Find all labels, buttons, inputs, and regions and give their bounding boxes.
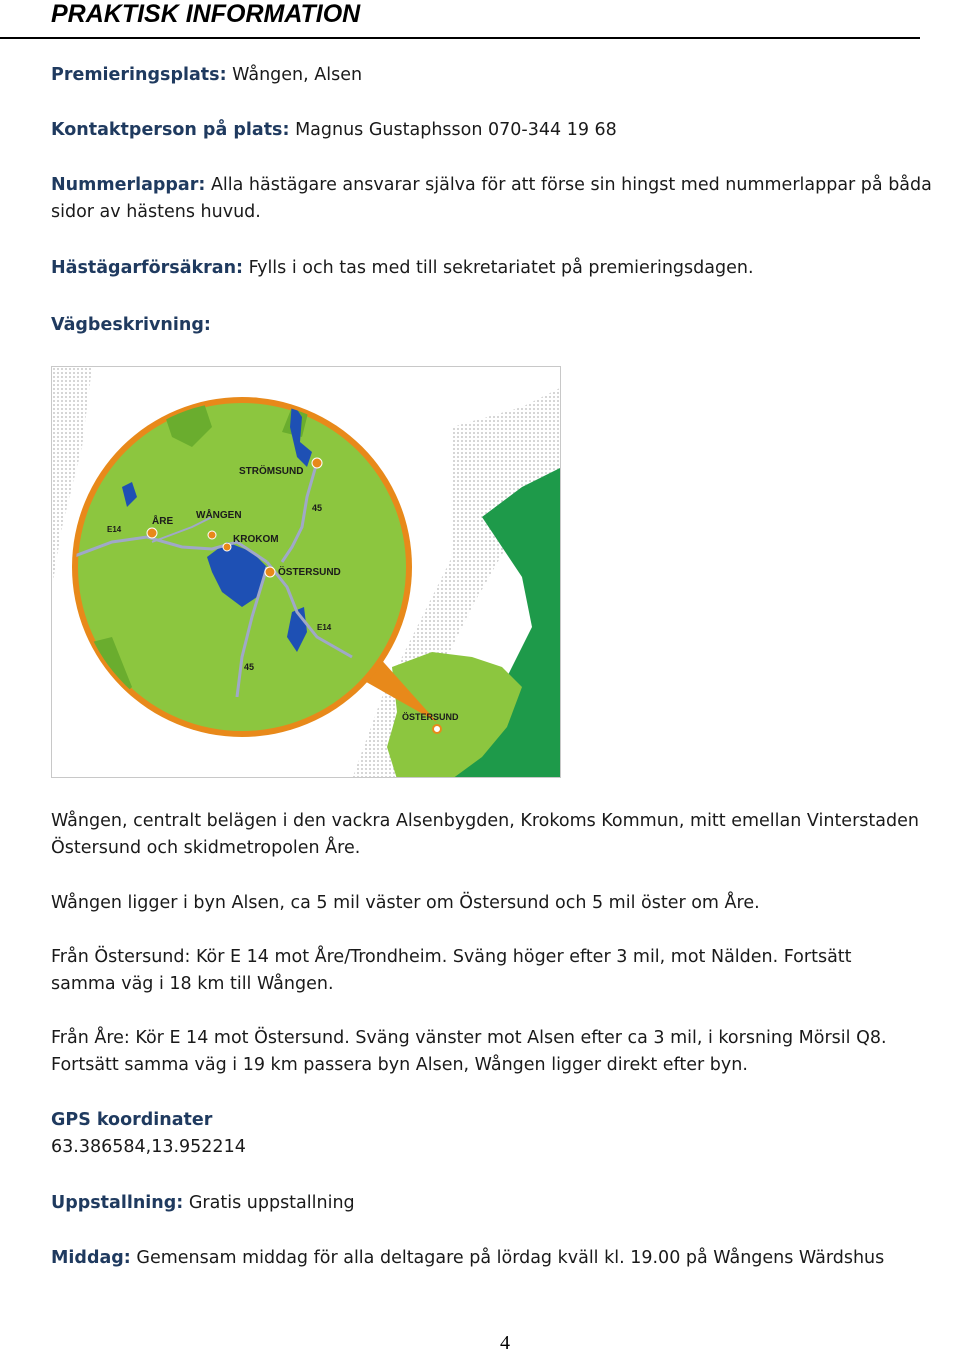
uppstallning-value: Gratis uppstallning (188, 1193, 355, 1213)
are-label: ÅRE (152, 516, 174, 527)
stromsund-label: STRÖMSUND (239, 466, 304, 477)
krokom-label: KROKOM (233, 534, 279, 545)
wangen-marker (208, 531, 216, 539)
kontakt-line (51, 117, 956, 144)
page-number: 4 (500, 1332, 510, 1354)
nummerlappar-label: Nummerlappar: (51, 175, 206, 195)
from-ostersund-paragraph: Från Östersund: Kör E 14 mot Åre/Trondheim. Sväng höger efter 3 mil, mot Nälden. Fortsätt samma väg i 18 km till Wången. (51, 947, 852, 994)
header-divider (0, 37, 920, 39)
krokom-marker (223, 543, 231, 551)
from-are-paragraph: Från Åre: Kör E 14 mot Östersund. Sväng vänster mot Alsen efter ca 3 mil, i korsning Mörsil Q8. Fortsätt samma väg i 19 km passera byn Alsen, Wången ligger direkt efter byn. (51, 1028, 887, 1075)
premieringsplats-label: Premieringsplats: (51, 65, 227, 85)
description-paragraph: Wången, centralt belägen i den vackra Alsenbygden, Krokoms Kommun, mitt emellan Vinterstaden Östersund och skidmetropolen Åre. (51, 811, 919, 858)
stromsund-marker (312, 458, 322, 468)
page-title: PRAKTISK INFORMATION (51, 0, 361, 28)
nummerlappar-value: Alla hästägare ansvarar själva för att förse sin hingst med nummerlappar på båda sidor av hästens huvud. (51, 175, 932, 222)
road-45-top-label: 45 (312, 503, 323, 513)
ostersund-label: ÖSTERSUND (278, 567, 341, 578)
kontakt-label: Kontaktperson på plats: (51, 120, 290, 140)
middag-line (51, 1245, 956, 1272)
premieringsplats-value: Wången, Alsen (232, 65, 363, 85)
gps-label: GPS koordinater (51, 1110, 213, 1130)
uppstallning-label: Uppstallning: (51, 1193, 184, 1213)
kontakt-value: Magnus Gustaphsson 070-344 19 68 (295, 120, 617, 140)
gps-value: 63.386584,13.952214 (51, 1137, 246, 1157)
middag-label: Middag: (51, 1248, 131, 1268)
forsakran-label: Hästägarförsäkran: (51, 258, 244, 278)
ostersund-marker (265, 567, 275, 577)
vagbeskrivning-label: Vägbeskrivning: (51, 315, 211, 335)
ostersund-small-marker (433, 725, 441, 733)
ostersund-small-label: ÖSTERSUND (402, 712, 459, 722)
forsakran-value: Fylls i och tas med till sekretariatet på premieringsdagen. (248, 258, 754, 278)
gps-block (51, 1107, 956, 1161)
are-marker (147, 528, 157, 538)
middag-value: Gemensam middag för alla deltagare på lördag kväll kl. 19.00 på Wångens Wärdshus (136, 1248, 885, 1268)
forsakran-line (51, 255, 956, 282)
uppstallning-line (51, 1190, 956, 1217)
nummerlappar-line (51, 172, 941, 226)
route-map (51, 366, 561, 778)
road-e14-right-label: E14 (317, 623, 332, 632)
vagbeskrivning-line (51, 312, 956, 339)
location-paragraph: Wången ligger i byn Alsen, ca 5 mil väster om Östersund och 5 mil öster om Åre. (51, 893, 760, 913)
road-e14-left-label: E14 (107, 525, 122, 534)
road-45-bottom-label: 45 (244, 662, 255, 672)
premieringsplats-line (51, 62, 956, 89)
wangen-label: WÅNGEN (196, 510, 242, 521)
